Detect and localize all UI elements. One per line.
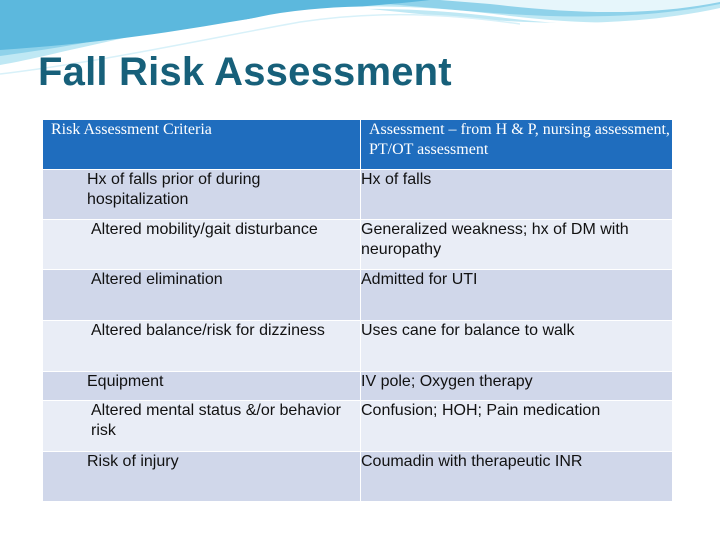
assessment-cell: Coumadin with therapeutic INR	[361, 452, 673, 502]
fall-risk-table	[42, 119, 673, 502]
header-assessment: Assessment – from H & P, nursing assessment, PT/OT assessment	[361, 120, 673, 170]
table-row	[43, 401, 673, 452]
criteria-cell: Altered balance/risk for dizziness	[43, 321, 361, 372]
criteria-cell: Equipment	[43, 372, 361, 401]
table-row	[43, 321, 673, 372]
criteria-cell: Altered elimination	[43, 270, 361, 321]
criteria-cell: Altered mental status &/or behavior risk	[43, 401, 361, 452]
assessment-cell: Uses cane for balance to walk	[361, 321, 673, 372]
table-row	[43, 170, 673, 220]
table-row	[43, 372, 673, 401]
table-row	[43, 220, 673, 270]
assessment-cell: Admitted for UTI	[361, 270, 673, 321]
table-row	[43, 270, 673, 321]
criteria-cell: Risk of injury	[43, 452, 361, 502]
slide-title: Fall Risk Assessment	[38, 50, 452, 94]
assessment-cell: IV pole; Oxygen therapy	[361, 372, 673, 401]
criteria-cell: Altered mobility/gait disturbance	[43, 220, 361, 270]
header-risk-criteria: Risk Assessment Criteria	[43, 120, 361, 170]
assessment-cell: Hx of falls	[361, 170, 673, 220]
table-header-row	[43, 120, 673, 170]
assessment-cell: Confusion; HOH; Pain medication	[361, 401, 673, 452]
assessment-cell: Generalized weakness; hx of DM with neuropathy	[361, 220, 673, 270]
table-row	[43, 452, 673, 502]
criteria-cell: Hx of falls prior of during hospitalization	[43, 170, 361, 220]
